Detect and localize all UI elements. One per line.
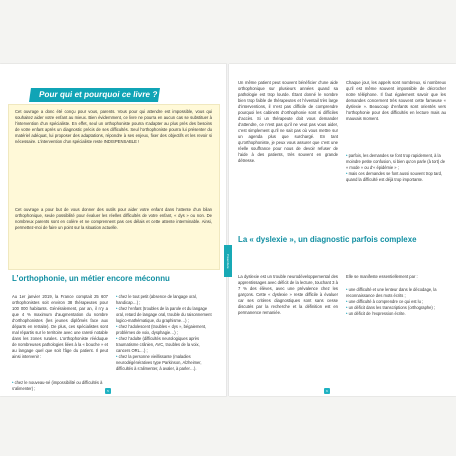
book-gutter [226, 64, 229, 396]
right-column-4-bullet-item: • un déficit dans les transcriptions (orthographe) ; [346, 305, 446, 311]
right-column-4-intro: Elle se manifeste essentiellement par : [346, 274, 418, 279]
left-page-number: 5 [105, 388, 111, 394]
right-column-2-bullets [346, 153, 446, 183]
right-column-4-bullet-item: • une difficulté à comprendre ce qui est lu ; [346, 299, 446, 305]
left-column-1-bullet-item: • chez le nouveau-né (impossibilité ou difficultés à s’alimenter) ; [12, 380, 108, 392]
left-section-heading: L’orthophonie, un métier encore méconnu [12, 274, 170, 283]
right-column-2-bullet-item: • mais ces demandes se font aussi souvent trop tard, quand la difficulté est déjà trop importante. [346, 171, 446, 183]
left-column-2-bullets [116, 294, 214, 372]
left-column-2-bullet-item: • chez la personne vieillissante (maladies neurodégénératives type Parkinson, Alzheimer, difficultés à s’alimenter, à avaler, à parler…). [116, 354, 214, 372]
intro-paragraph-1: Cet ouvrage a donc été conçu pour vous, parents. Vous pour qui attendre est impossible, vous qui souhaitez aider votre enfant au mieux. Bien évidemment, ce livre ne pourra en aucun cas se substituer à l’intervention d’un spécialiste. En effet, seul un orthophoniste pourra s’adapter au plus près des besoins de votre enfant après un diagnostic précis de ses difficultés. Seul l’orthophoniste pourra lui présenter du matériel adéquat, lui proposer des adaptations, répondre à ses enjeux, fixer des objectifs et les revoir si nécessaire. L’intervention d’un spécialiste reste INDISPENSABLE ! [15, 109, 212, 144]
right-column-4-bullet-item: • un déficit de l’expression écrite. [346, 311, 446, 317]
intro-paragraph-2: Cet ouvrage a pour but de vous donner des outils pour aider votre enfant dans l’attente d’un bilan orthophonique, seule possibilité pour évaluer les réelles difficultés de votre enfant, « dys » ou non. De nombreux parents sont en colère et ne comprennent pas ces délais et cette attente interminable. Ainsi, permettez-moi de faire un point sur la situation actuelle. [15, 207, 212, 230]
right-column-3-text: La dyslexie est un trouble neurodéveloppemental des apprentissages avec déficit de la lecture, touchant 3 à 7 % des élèves, avec une prévalence chez les garçons. Cette « dyslexie » reste difficile à évaluer car ses critères diagnostiques sont sans cesse discutés par la recherche et la définition est en permanence remaniée. [238, 274, 338, 315]
left-column-2-bullet-item: • chez l’adolescent (troubles « dys », bégaiement, problèmes de voix, dysphagie…) ; [116, 324, 214, 336]
right-column-2-text: Chaque jour, les appels sont nombreux, si nombreux qu’il est même souvent impossible de décrocher notre téléphone. Il faut également savoir que les demandes concernent très souvent cette fameuse « dyslexie ». Beaucoup d’enfants sont orientés vers l’orthophonie pour des difficultés en lecture mais au mauvais moment. [346, 80, 446, 121]
left-column-2-bullet-item: • chez le tout petit (absence de langage oral, handicap…) ; [116, 294, 214, 306]
right-column-2-bullet-item: • parfois, les demandes se font trop rapidement, à la moindre petite confusion, si bien qu’on parle (à tort) de « mode » ou d’« épidémie » ; [346, 153, 446, 171]
left-column-1-bullet [12, 380, 108, 392]
left-column-1-text: Au 1er janvier 2019, la France comptait 25 607 orthophonistes soit environ 38 thérapeutes pour 100 000 habitants. Généralement, par an, il n’y a que 4 % maximum d’augmentation du nombre d’orthophonistes (les jeunes diplômés face aux départs en retraite). De plus, ces spécialistes sont mal répartis sur le territoire avec une rareté notable dans les zones rurales. L’orthophoniste rééduque de nombreuses pathologies liées à la « bouche » et au langage quel que soit l’âge du patient. Il peut ainsi intervenir : [12, 294, 108, 359]
right-column-4-bullets [346, 287, 446, 317]
right-column-4-bullet-item: • une difficulté et une lenteur dans le décodage, la reconnaissance des mots écrits ; [346, 287, 446, 299]
right-page-number: 6 [324, 388, 330, 394]
left-page-heading: Pour qui et pourquoi ce livre ? [29, 88, 160, 102]
chapter-tab: Préambule [224, 245, 232, 277]
right-column-1-text: Un même patient peut souvent bénéficier d’une aide orthophonique sur plusieurs années quand sa pathologie est trop lourde. Étant donné le nombre bien trop faible de thérapeutes et l’éventail très large d’interventions, il n’est pas difficile de comprendre pourquoi les cabinets d’orthophonie sont si difficiles d’accès. Si un thérapeute doit vous demander d’attendre, ce n’est pas qu’il ne veut pas vous aider, c’est simplement qu’il ne sait pas où vous mettre sur un agenda plus que surchargé. En tant qu’orthophoniste, je peux vous assurer que c’est une réelle souffrance pour nous de devoir refuser de l’aide à des patients, très souvent en grande détresse. [238, 80, 338, 163]
left-column-2-bullet-item: • chez l’enfant (troubles de la parole et du langage oral, retard de langage oral, trouble du raisonnement logico-mathématique, du graphisme…) ; [116, 306, 214, 324]
left-column-2-bullet-item: • chez l’adulte (difficultés neurologiques après traumatisme crânien, AVC, troubles de la voix, cancers ORL…) ; [116, 336, 214, 354]
right-section-heading: La « dyslexie », un diagnostic parfois complexe [238, 235, 417, 244]
intro-box [8, 104, 220, 270]
